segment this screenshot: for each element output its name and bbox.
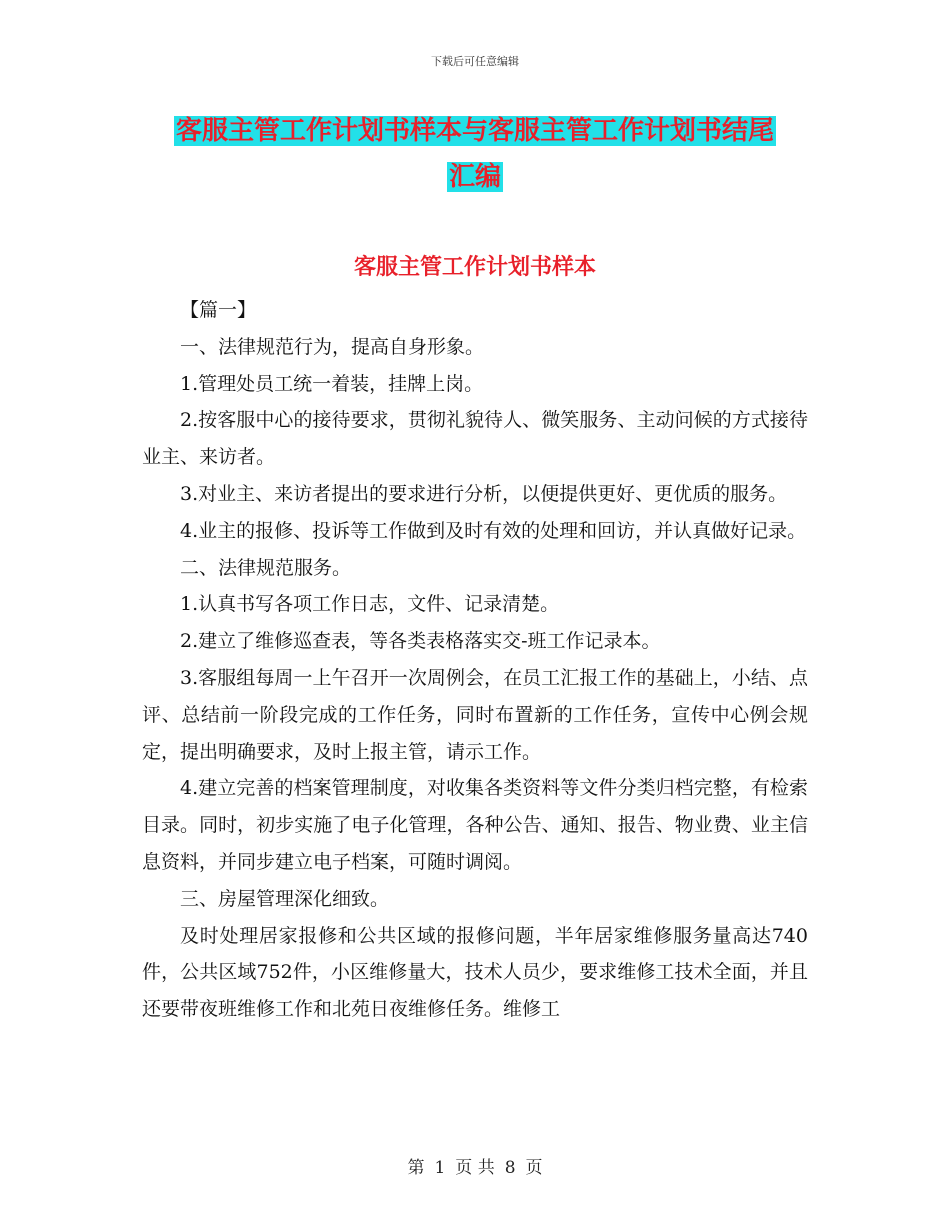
document-title-line-1: 客服主管工作计划书样本与客服主管工作计划书结尾 (175, 116, 774, 146)
paragraph: 1.认真书写各项工作日志，文件、记录清楚。 (180, 593, 560, 616)
paragraph: 【篇一】 (180, 299, 257, 321)
paragraph: 2.建立了维修巡查表，等各类表格落实交-班工作记录本。 (180, 630, 661, 653)
paragraph: 及时处理居家报修和公共区域的报修问题，半年居家维修服务量高达740件，公共区域752件，小区维修量大，技术人员少，要求维修工技术全面，并且还要带夜班维修工作和北苑日夜维修任务。维修工 (142, 924, 808, 1021)
paragraph: 1.管理处员工统一着装，挂牌上岗。 (180, 372, 484, 395)
header-note: 下载后可任意编辑 (431, 55, 519, 68)
paragraph: 二、法律规范服务。 (180, 556, 352, 579)
document-body (142, 292, 808, 1028)
document-title (150, 108, 800, 200)
paragraph: 3.客服组每周一上午召开一次周例会，在员工汇报工作的基础上，小结、点评、总结前一阶段完成的工作任务，同时布置新的工作任务，宣传中心例会规定，提出明确要求，及时上报主管，请示工作。 (142, 666, 808, 763)
paragraph: 一、法律规范行为，提高自身形象。 (180, 335, 485, 358)
paragraph: 3.对业主、来访者提出的要求进行分析，以便提供更好、更优质的服务。 (180, 482, 788, 505)
footer-page-number: 1 (434, 1158, 446, 1178)
footer-suffix: 页 (525, 1158, 543, 1178)
document-title-line-2: 汇编 (448, 162, 501, 192)
footer-prefix: 第 (407, 1158, 425, 1178)
section-title: 客服主管工作计划书样本 (353, 255, 596, 280)
paragraph: 4.建立完善的档案管理制度，对收集各类资料等文件分类归档完整，有检索目录。同时，初步实施了电子化管理，各种公告、通知、报告、物业费、业主信息资料，并同步建立电子档案，可随时调阅。 (142, 777, 808, 873)
footer-middle: 页 共 (455, 1158, 495, 1178)
paragraph: 2.按客服中心的接待要求，贯彻礼貌待人、微笑服务、主动问候的方式接待业主、来访者。 (142, 409, 808, 469)
paragraph: 三、房屋管理深化细致。 (180, 887, 390, 910)
page-footer (0, 1153, 950, 1178)
footer-total-pages: 8 (504, 1158, 516, 1178)
paragraph: 4.业主的报修、投诉等工作做到及时有效的处理和回访，并认真做好记录。 (180, 519, 807, 542)
